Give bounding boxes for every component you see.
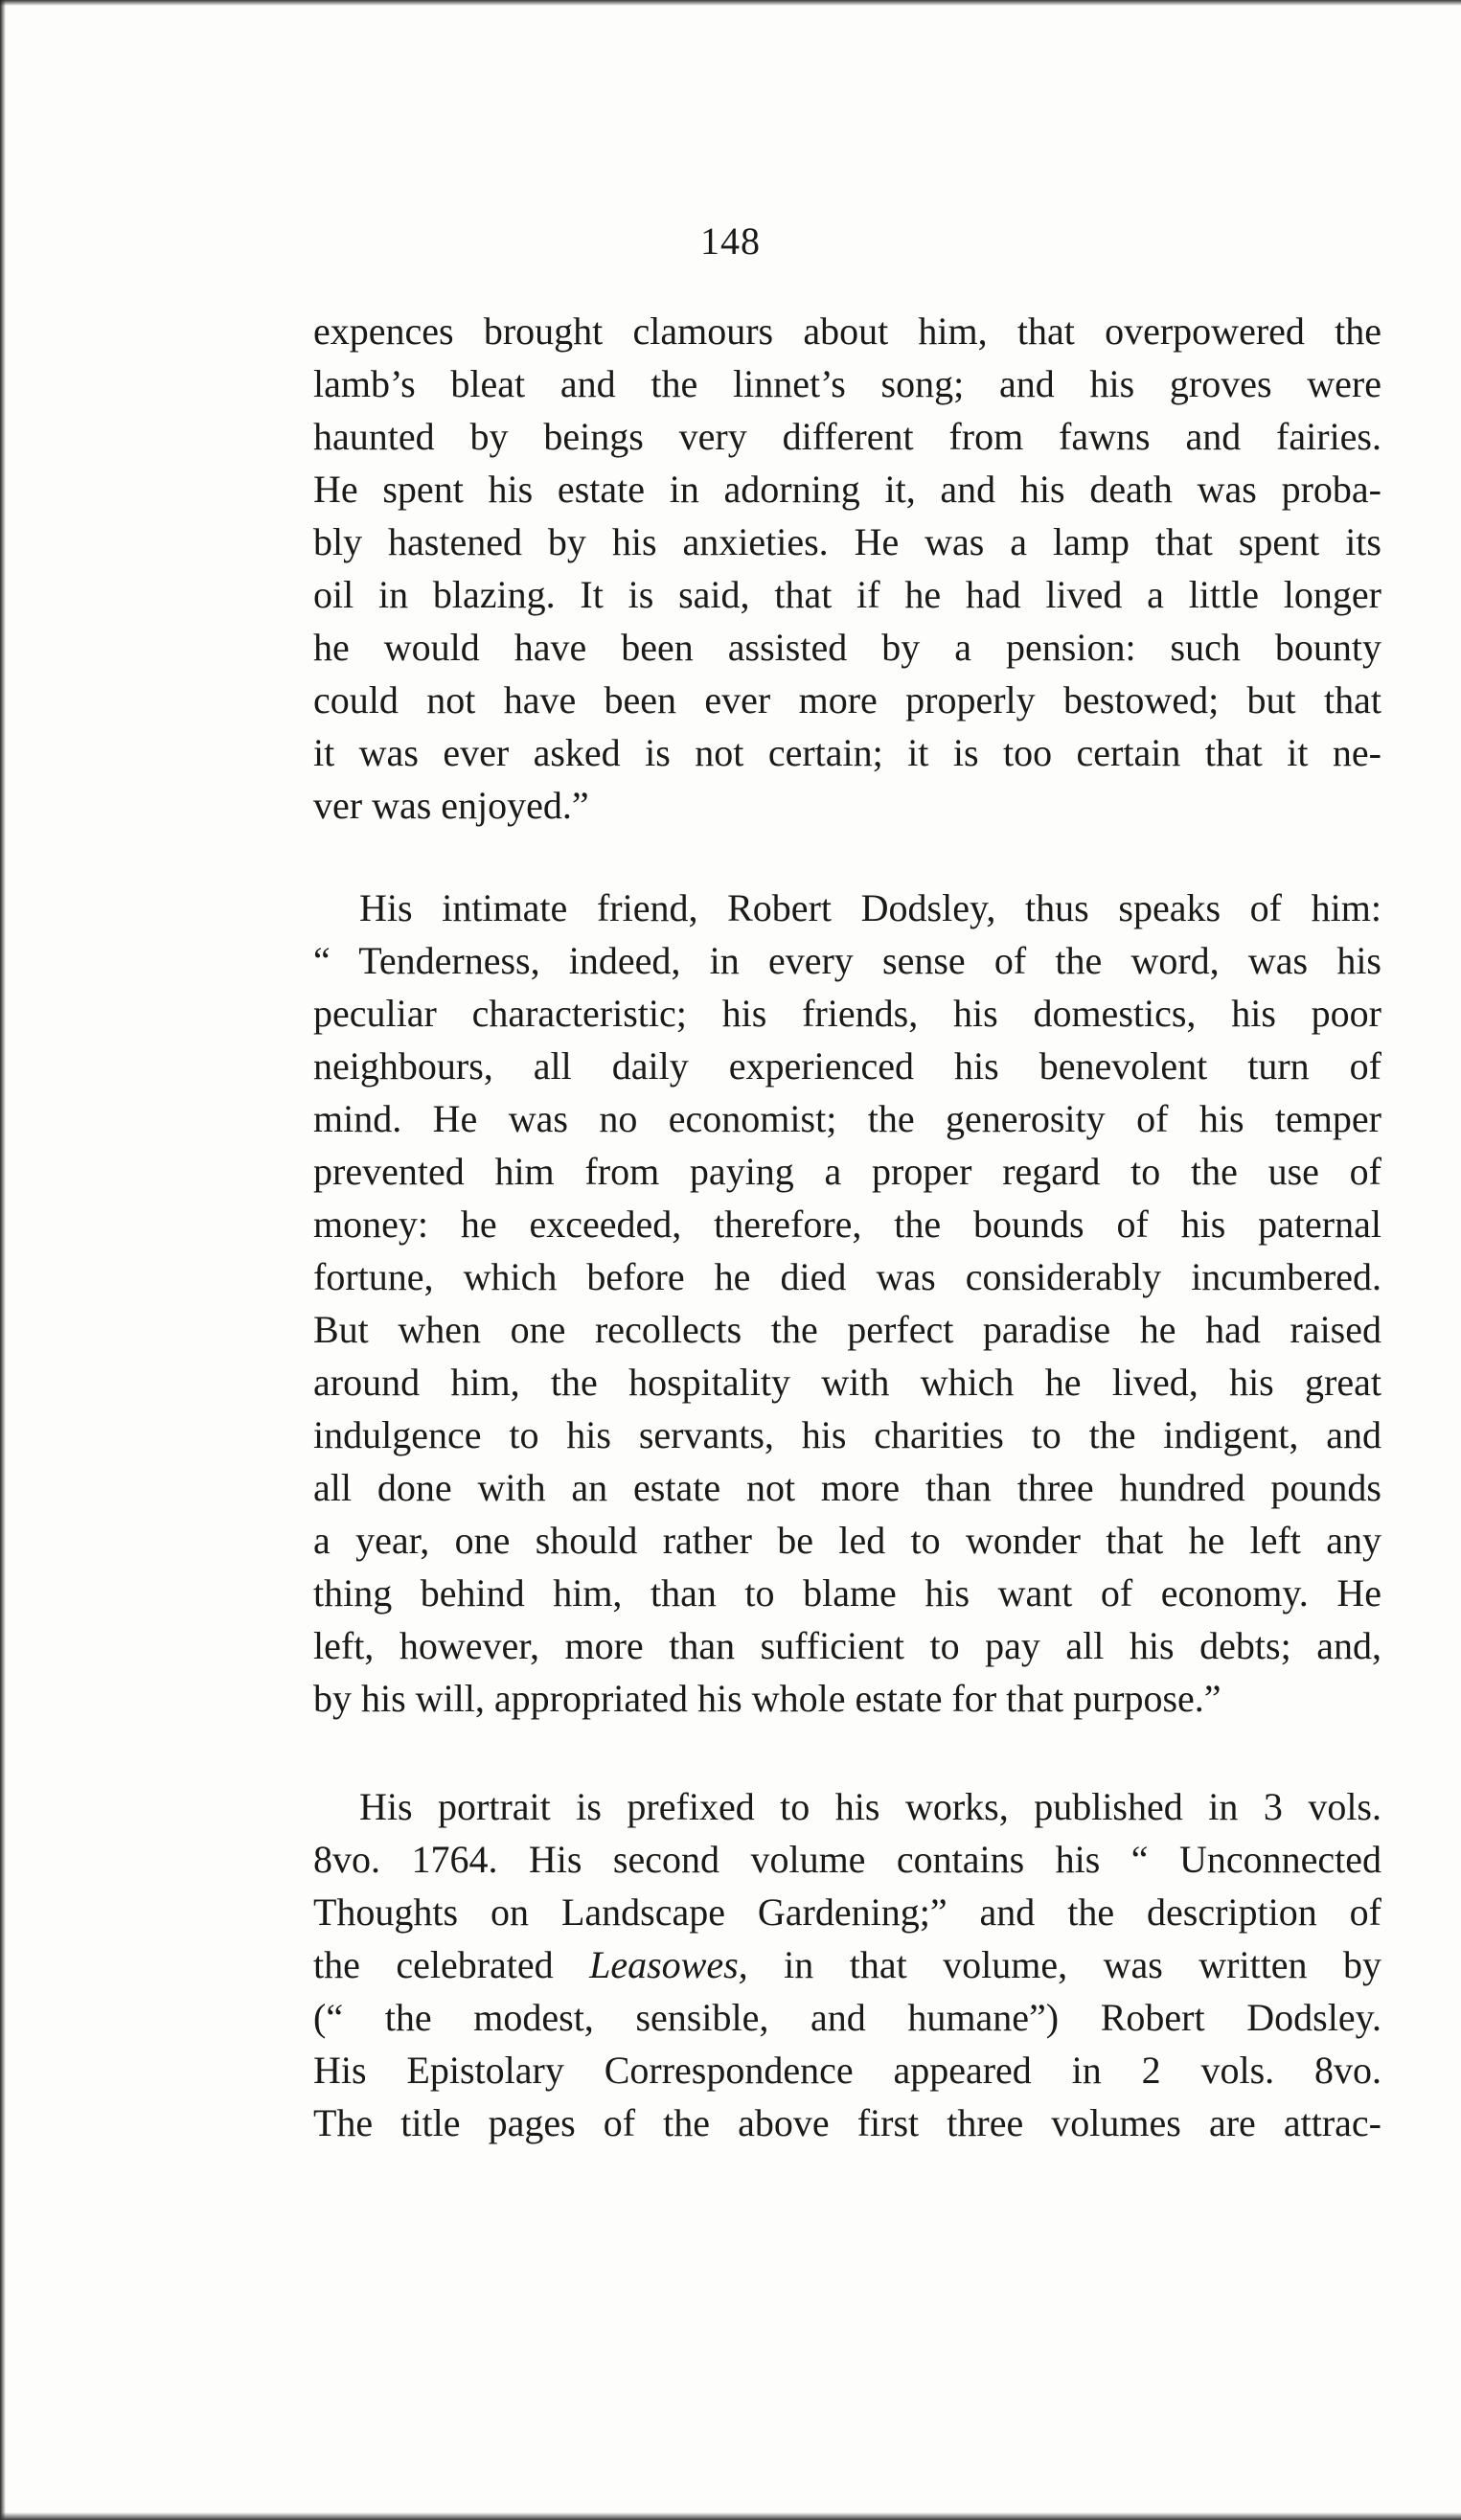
text-line: fortune, which before he died was considerably incumbered. — [313, 1255, 1381, 1298]
text-line: prevented him from paying a proper regard to the use of — [313, 1150, 1381, 1193]
text-line: indulgence to his servants, his charities to the indigent, and — [313, 1413, 1381, 1456]
text-line: lamb’s bleat and the linnet’s song; and his groves were — [313, 362, 1381, 405]
text-line-with-italic — [313, 1938, 1381, 1991]
italic-place-name: Leasowes, — [589, 1943, 748, 1986]
text-line: His portrait is prefixed to his works, published in 3 vols. — [359, 1785, 1381, 1828]
text-line: The title pages of the above first three volumes are attrac- — [313, 2101, 1381, 2144]
text-line: bly hastened by his anxieties. He was a lamp that spent its — [313, 520, 1381, 563]
text-line: mind. He was no economist; the generosity of his temper — [313, 1097, 1381, 1140]
text-line: neighbours, all daily experienced his benevolent turn of — [313, 1044, 1381, 1088]
text-line: (“ the modest, sensible, and humane”) Robert Dodsley. — [313, 1996, 1381, 2039]
text-fragment: the celebrated — [313, 1943, 554, 1986]
text-line: he would have been assisted by a pension: such bounty — [313, 626, 1381, 669]
text-line: “ Tenderness, indeed, in every sense of the word, was his — [313, 939, 1381, 982]
paragraph-3 — [313, 1780, 1381, 2149]
text-line: thing behind him, than to blame his want of economy. He — [313, 1571, 1381, 1615]
text-line: peculiar characteristic; his friends, his domestics, his poor — [313, 992, 1381, 1035]
scan-edge-bottom — [0, 2512, 1461, 2520]
scan-edge-top — [0, 0, 1461, 6]
text-line: it was ever asked is not certain; it is too certain that it ne- — [313, 731, 1381, 774]
page-number: 148 — [700, 219, 761, 263]
text-line: Thoughts on Landscape Gardening;” and the description of — [313, 1890, 1381, 1934]
text-line: by his will, appropriated his whole estate for that purpose.” — [313, 1677, 1221, 1720]
text-fragment: in that volume, was written by — [784, 1943, 1382, 1986]
text-line: a year, one should rather be led to wonder that he left any — [313, 1519, 1381, 1562]
text-line: money: he exceeded, therefore, the bounds of his paternal — [313, 1203, 1381, 1246]
text-line: He spent his estate in adorning it, and his death was proba- — [313, 468, 1381, 511]
text-line: around him, the hospitality with which he lived, his great — [313, 1361, 1381, 1404]
text-line: But when one recollects the perfect paradise he had raised — [313, 1308, 1381, 1351]
text-line: His Epistolary Correspondence appeared in 2 vols. 8vo. — [313, 2049, 1381, 2092]
scan-edge-left — [0, 0, 6, 2520]
text-line: His intimate friend, Robert Dodsley, thus speaks of him: — [359, 886, 1381, 929]
text-line: 8vo. 1764. His second volume contains his “ Unconnected — [313, 1838, 1381, 1881]
paragraph-1 — [313, 305, 1381, 832]
paragraph-2 — [313, 882, 1381, 1725]
text-line: could not have been ever more properly bestowed; but that — [313, 678, 1381, 722]
text-line: left, however, more than sufficient to pay all his debts; and, — [313, 1624, 1381, 1667]
text-line: ver was enjoyed.” — [313, 784, 589, 827]
text-line: expences brought clamours about him, that overpowered the — [313, 309, 1381, 353]
text-line: haunted by beings very different from fawns and fairies. — [313, 415, 1381, 458]
text-line: oil in blazing. It is said, that if he had lived a little longer — [313, 573, 1381, 616]
text-line: all done with an estate not more than three hundred pounds — [313, 1466, 1381, 1509]
